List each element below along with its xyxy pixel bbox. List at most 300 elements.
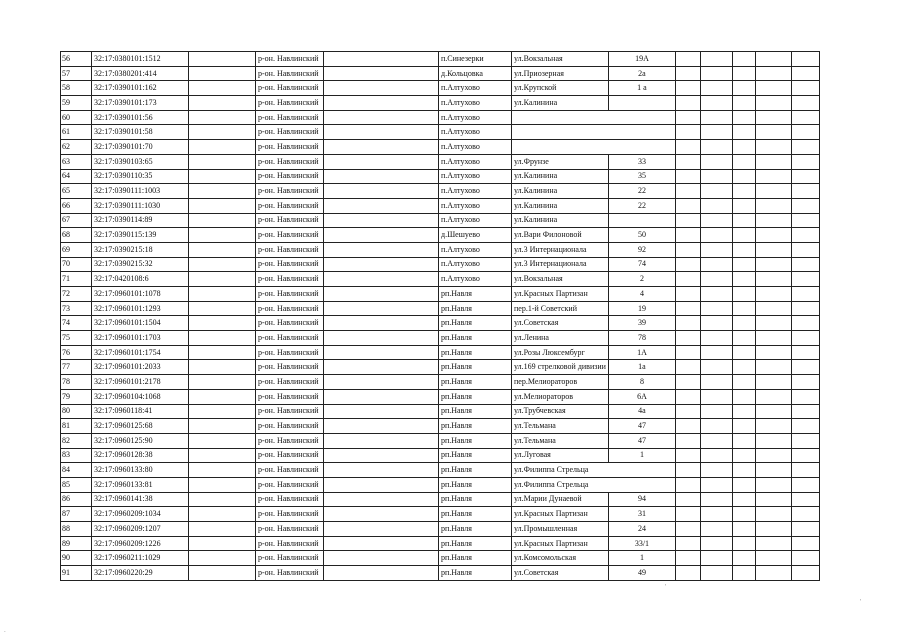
district-cell: р-он. Навлинский [256, 81, 324, 96]
row-number-cell: 91 [61, 566, 92, 581]
empty-cell [732, 331, 755, 346]
house-number-cell: 94 [608, 492, 675, 507]
street-cell: ул.Калинина [512, 213, 609, 228]
cadastral-number-cell: 32:17:0960101:1293 [92, 301, 189, 316]
empty-cell [324, 433, 439, 448]
empty-cell [791, 331, 819, 346]
table-row [61, 66, 820, 81]
empty-cell [791, 360, 819, 375]
empty-cell [791, 96, 819, 111]
empty-cell [189, 448, 256, 463]
empty-cell [732, 213, 755, 228]
locality-cell: п.Алтухово [439, 110, 512, 125]
street-cell: пер.Мелиораторов [512, 375, 609, 390]
locality-cell: рп.Навля [439, 389, 512, 404]
empty-cell [732, 169, 755, 184]
row-number-cell: 58 [61, 81, 92, 96]
empty-cell [755, 154, 791, 169]
empty-cell [732, 184, 755, 199]
empty-cell [324, 331, 439, 346]
row-number-cell: 63 [61, 154, 92, 169]
table-row [61, 154, 820, 169]
empty-cell [700, 316, 732, 331]
table-row [61, 507, 820, 522]
empty-cell [732, 272, 755, 287]
empty-cell [755, 551, 791, 566]
empty-cell [791, 169, 819, 184]
house-number-cell: 49 [608, 566, 675, 581]
empty-cell [675, 345, 700, 360]
empty-cell [791, 536, 819, 551]
district-cell: р-он. Навлинский [256, 419, 324, 434]
empty-cell [755, 110, 791, 125]
row-number-cell: 89 [61, 536, 92, 551]
empty-cell [675, 110, 700, 125]
row-number-cell: 90 [61, 551, 92, 566]
empty-cell [675, 448, 700, 463]
empty-cell [755, 389, 791, 404]
empty-cell [732, 257, 755, 272]
table-row [61, 492, 820, 507]
empty-cell [755, 242, 791, 257]
street-cell: ул.Розы Люксембург [512, 345, 609, 360]
row-number-cell: 87 [61, 507, 92, 522]
empty-cell [791, 389, 819, 404]
empty-cell [189, 360, 256, 375]
empty-cell [791, 257, 819, 272]
cadastral-number-cell: 32:17:0960125:90 [92, 433, 189, 448]
empty-cell [700, 477, 732, 492]
table-row [61, 522, 820, 537]
row-number-cell: 64 [61, 169, 92, 184]
district-cell: р-он. Навлинский [256, 301, 324, 316]
empty-cell [732, 507, 755, 522]
cadastral-number-cell: 32:17:0390101:173 [92, 96, 189, 111]
empty-cell [791, 272, 819, 287]
empty-cell [675, 477, 700, 492]
empty-cell [755, 213, 791, 228]
empty-cell [791, 125, 819, 140]
empty-cell [189, 463, 256, 478]
district-cell: р-он. Навлинский [256, 287, 324, 302]
empty-cell [791, 228, 819, 243]
empty-cell [755, 301, 791, 316]
table-row [61, 272, 820, 287]
empty-cell [791, 242, 819, 257]
empty-cell [700, 228, 732, 243]
house-number-cell: 33 [608, 154, 675, 169]
empty-cell [755, 360, 791, 375]
house-number-cell: 35 [608, 169, 675, 184]
district-cell: р-он. Навлинский [256, 198, 324, 213]
house-number-cell: 4а [608, 404, 675, 419]
empty-cell [700, 198, 732, 213]
table-row [61, 140, 820, 155]
table-row [61, 566, 820, 581]
house-number-cell: 6А [608, 389, 675, 404]
empty-cell [324, 389, 439, 404]
empty-cell [700, 272, 732, 287]
district-cell: р-он. Навлинский [256, 566, 324, 581]
table-row [61, 551, 820, 566]
empty-cell [732, 125, 755, 140]
cadastral-number-cell: 32:17:0390101:58 [92, 125, 189, 140]
row-number-cell: 62 [61, 140, 92, 155]
row-number-cell: 66 [61, 198, 92, 213]
locality-cell: п.Алтухово [439, 198, 512, 213]
empty-cell [732, 345, 755, 360]
empty-cell [755, 477, 791, 492]
house-number-cell: 39 [608, 316, 675, 331]
empty-cell [755, 331, 791, 346]
locality-cell: д.Кольцовка [439, 66, 512, 81]
empty-cell [189, 507, 256, 522]
empty-cell [324, 404, 439, 419]
locality-cell: рп.Навля [439, 507, 512, 522]
empty-cell [189, 272, 256, 287]
cadastral-number-cell: 32:17:0960101:1078 [92, 287, 189, 302]
street-cell: ул.Промышленная [512, 522, 609, 537]
district-cell: р-он. Навлинский [256, 66, 324, 81]
row-number-cell: 56 [61, 52, 92, 67]
empty-cell [324, 375, 439, 390]
cadastral-number-cell: 32:17:0380201:414 [92, 66, 189, 81]
empty-cell [755, 448, 791, 463]
cadastral-number-cell: 32:17:0420108:6 [92, 272, 189, 287]
district-cell: р-он. Навлинский [256, 345, 324, 360]
empty-cell [700, 52, 732, 67]
street-cell: ул.Крупской [512, 81, 609, 96]
district-cell: р-он. Навлинский [256, 96, 324, 111]
empty-cell [675, 257, 700, 272]
street-cell: ул.Калинина [512, 198, 609, 213]
empty-cell [675, 169, 700, 184]
street-cell: ул.Мелиораторов [512, 389, 609, 404]
row-number-cell: 80 [61, 404, 92, 419]
row-number-cell: 85 [61, 477, 92, 492]
empty-cell [675, 198, 700, 213]
street-cell: ул.Приозерная [512, 66, 609, 81]
row-number-cell: 70 [61, 257, 92, 272]
locality-cell: п.Алтухово [439, 154, 512, 169]
district-cell: р-он. Навлинский [256, 463, 324, 478]
house-number-cell: 1 [608, 448, 675, 463]
district-cell: р-он. Навлинский [256, 404, 324, 419]
empty-cell [732, 419, 755, 434]
table-row [61, 184, 820, 199]
empty-cell [189, 169, 256, 184]
empty-cell [189, 242, 256, 257]
district-cell: р-он. Навлинский [256, 433, 324, 448]
empty-cell [791, 419, 819, 434]
empty-cell [189, 140, 256, 155]
empty-cell [700, 389, 732, 404]
house-number-cell: 50 [608, 228, 675, 243]
empty-cell [755, 272, 791, 287]
row-number-cell: 60 [61, 110, 92, 125]
street-cell: ул.Ленина [512, 331, 609, 346]
locality-cell: рп.Навля [439, 316, 512, 331]
cadastral-number-cell: 32:17:0960101:2033 [92, 360, 189, 375]
cadastral-number-cell: 32:17:0390111:1030 [92, 198, 189, 213]
cadastral-number-cell: 32:17:0960101:2178 [92, 375, 189, 390]
empty-cell [791, 404, 819, 419]
empty-cell [732, 375, 755, 390]
empty-cell [732, 316, 755, 331]
table-row [61, 301, 820, 316]
empty-cell [700, 375, 732, 390]
cadastral-number-cell: 32:17:0960101:1703 [92, 331, 189, 346]
cadastral-number-cell: 32:17:0380101:1512 [92, 52, 189, 67]
house-number-cell: 19А [608, 52, 675, 67]
locality-cell: рп.Навля [439, 404, 512, 419]
empty-cell [324, 154, 439, 169]
empty-cell [324, 66, 439, 81]
empty-cell [755, 169, 791, 184]
row-number-cell: 61 [61, 125, 92, 140]
empty-cell [675, 419, 700, 434]
empty-cell [324, 536, 439, 551]
table-row [61, 389, 820, 404]
district-cell: р-он. Навлинский [256, 154, 324, 169]
empty-cell [189, 389, 256, 404]
street-cell: ул.Калинина [512, 96, 609, 111]
empty-cell [700, 213, 732, 228]
locality-cell: п.Алтухово [439, 257, 512, 272]
empty-cell [700, 154, 732, 169]
empty-cell [732, 448, 755, 463]
district-cell: р-он. Навлинский [256, 522, 324, 537]
cadastral-number-cell: 32:17:0960220:29 [92, 566, 189, 581]
empty-cell [675, 566, 700, 581]
house-number-cell: 24 [608, 522, 675, 537]
cadastral-number-cell: 32:17:0960118:41 [92, 404, 189, 419]
empty-cell [732, 404, 755, 419]
empty-cell [700, 522, 732, 537]
locality-cell: рп.Навля [439, 360, 512, 375]
empty-cell [675, 272, 700, 287]
empty-cell [732, 198, 755, 213]
street-cell: ул.Вокзальная [512, 272, 609, 287]
empty-cell [755, 345, 791, 360]
cadastral-number-cell: 32:17:0390215:32 [92, 257, 189, 272]
row-number-cell: 71 [61, 272, 92, 287]
empty-cell [755, 433, 791, 448]
row-number-cell: 82 [61, 433, 92, 448]
empty-cell [675, 66, 700, 81]
empty-cell [675, 492, 700, 507]
empty-cell [189, 125, 256, 140]
empty-cell [791, 566, 819, 581]
house-number-cell: 47 [608, 419, 675, 434]
empty-cell [189, 81, 256, 96]
empty-cell [189, 66, 256, 81]
cadastral-number-cell: 32:17:0960125:68 [92, 419, 189, 434]
table-row [61, 287, 820, 302]
empty-cell [189, 492, 256, 507]
empty-cell [324, 110, 439, 125]
empty-cell [755, 375, 791, 390]
empty-cell [755, 566, 791, 581]
empty-cell [700, 419, 732, 434]
empty-cell [189, 551, 256, 566]
empty-cell [791, 198, 819, 213]
table-row [61, 419, 820, 434]
empty-cell [755, 316, 791, 331]
table-row [61, 536, 820, 551]
table-row [61, 110, 820, 125]
empty-cell [189, 287, 256, 302]
district-cell: р-он. Навлинский [256, 169, 324, 184]
row-number-cell: 78 [61, 375, 92, 390]
empty-cell [755, 404, 791, 419]
empty-cell [189, 52, 256, 67]
empty-cell [324, 96, 439, 111]
locality-cell: рп.Навля [439, 536, 512, 551]
empty-cell [189, 522, 256, 537]
empty-cell [675, 154, 700, 169]
empty-cell [324, 419, 439, 434]
empty-cell [700, 448, 732, 463]
empty-cell [755, 536, 791, 551]
empty-cell [189, 536, 256, 551]
row-number-cell: 84 [61, 463, 92, 478]
house-number-cell: 1 [608, 551, 675, 566]
empty-cell [675, 228, 700, 243]
empty-cell [189, 213, 256, 228]
street-cell: ул.Тельмана [512, 433, 609, 448]
street-cell [512, 110, 676, 125]
district-cell: р-он. Навлинский [256, 52, 324, 67]
house-number-cell: 1а [608, 360, 675, 375]
table-row [61, 81, 820, 96]
empty-cell [189, 404, 256, 419]
row-number-cell: 74 [61, 316, 92, 331]
empty-cell [791, 433, 819, 448]
empty-cell [324, 198, 439, 213]
empty-cell [189, 301, 256, 316]
empty-cell [755, 228, 791, 243]
district-cell: р-он. Навлинский [256, 331, 324, 346]
row-number-cell: 88 [61, 522, 92, 537]
district-cell: р-он. Навлинский [256, 125, 324, 140]
locality-cell: п.Алтухово [439, 140, 512, 155]
empty-cell [732, 96, 755, 111]
empty-cell [791, 213, 819, 228]
empty-cell [732, 360, 755, 375]
locality-cell: п.Алтухово [439, 96, 512, 111]
street-cell [512, 140, 676, 155]
district-cell: р-он. Навлинский [256, 551, 324, 566]
house-number-cell: 33/1 [608, 536, 675, 551]
empty-cell [755, 52, 791, 67]
empty-cell [675, 536, 700, 551]
empty-cell [324, 507, 439, 522]
district-cell: р-он. Навлинский [256, 110, 324, 125]
empty-cell [324, 448, 439, 463]
empty-cell [675, 551, 700, 566]
empty-cell [732, 110, 755, 125]
empty-cell [324, 477, 439, 492]
empty-cell [700, 96, 732, 111]
empty-cell [755, 81, 791, 96]
locality-cell: д.Шешуево [439, 228, 512, 243]
table-row [61, 198, 820, 213]
table-row [61, 125, 820, 140]
empty-cell [755, 257, 791, 272]
row-number-cell: 73 [61, 301, 92, 316]
cadastral-number-cell: 32:17:0960104:1068 [92, 389, 189, 404]
district-cell: р-он. Навлинский [256, 228, 324, 243]
district-cell: р-он. Навлинский [256, 536, 324, 551]
empty-cell [189, 96, 256, 111]
empty-cell [755, 463, 791, 478]
empty-cell [732, 242, 755, 257]
cadastral-number-cell: 32:17:0390115:139 [92, 228, 189, 243]
empty-cell [791, 184, 819, 199]
street-cell [512, 125, 676, 140]
street-cell: ул.Калинина [512, 184, 609, 199]
table-row [61, 360, 820, 375]
empty-cell [675, 433, 700, 448]
empty-cell [700, 433, 732, 448]
cadastral-number-cell: 32:17:0390101:70 [92, 140, 189, 155]
district-cell: р-он. Навлинский [256, 213, 324, 228]
empty-cell [324, 81, 439, 96]
empty-cell [732, 463, 755, 478]
house-number-cell [608, 96, 675, 111]
empty-cell [675, 375, 700, 390]
empty-cell [755, 492, 791, 507]
district-cell: р-он. Навлинский [256, 492, 324, 507]
district-cell: р-он. Навлинский [256, 242, 324, 257]
empty-cell [700, 404, 732, 419]
row-number-cell: 69 [61, 242, 92, 257]
street-cell: ул.Калинина [512, 169, 609, 184]
cadastral-number-cell: 32:17:0390103:65 [92, 154, 189, 169]
locality-cell: рп.Навля [439, 301, 512, 316]
empty-cell [700, 345, 732, 360]
empty-cell [700, 360, 732, 375]
street-cell: ул.Филиппа Стрельца [512, 463, 676, 478]
empty-cell [755, 125, 791, 140]
locality-cell: п.Алтухово [439, 184, 512, 199]
empty-cell [732, 66, 755, 81]
table-row [61, 242, 820, 257]
cadastral-number-cell: 32:17:0960141:38 [92, 492, 189, 507]
empty-cell [732, 536, 755, 551]
empty-cell [324, 301, 439, 316]
house-number-cell: 74 [608, 257, 675, 272]
house-number-cell [608, 213, 675, 228]
cadastral-number-cell: 32:17:0960101:1504 [92, 316, 189, 331]
street-cell: ул.Советская [512, 566, 609, 581]
row-number-cell: 86 [61, 492, 92, 507]
table-row [61, 213, 820, 228]
street-cell: пер.1-й Советский [512, 301, 609, 316]
table-row [61, 404, 820, 419]
empty-cell [700, 301, 732, 316]
empty-cell [675, 140, 700, 155]
empty-cell [732, 477, 755, 492]
table-row [61, 228, 820, 243]
empty-cell [791, 345, 819, 360]
cadastral-number-cell: 32:17:0390101:162 [92, 81, 189, 96]
empty-cell [324, 566, 439, 581]
street-cell: ул.Тельмана [512, 419, 609, 434]
house-number-cell: 31 [608, 507, 675, 522]
empty-cell [324, 52, 439, 67]
